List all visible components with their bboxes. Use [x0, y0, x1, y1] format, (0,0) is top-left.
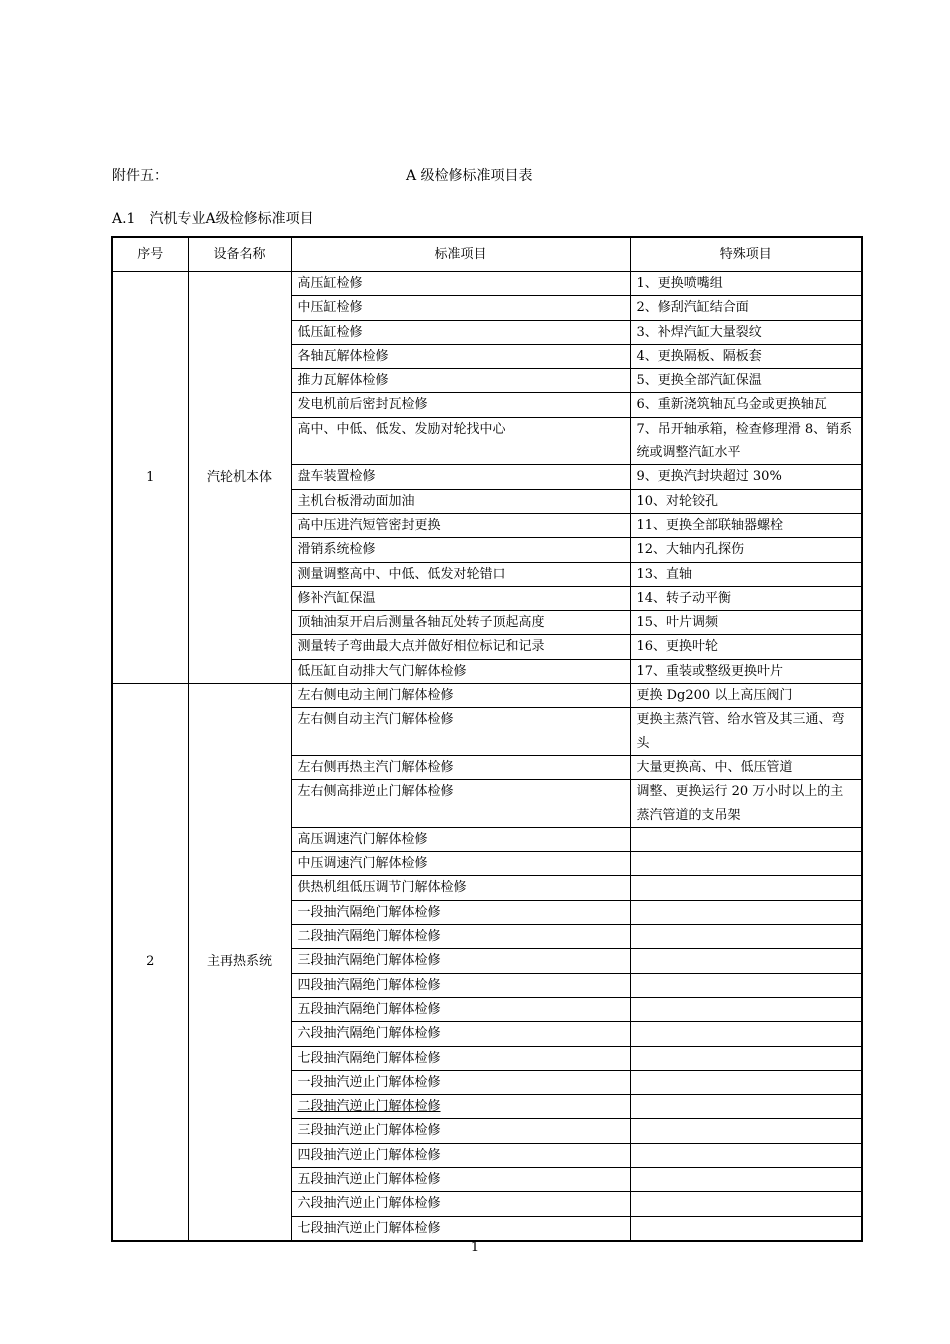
group-number: 2 [112, 684, 188, 1241]
special-item [630, 1022, 862, 1046]
standard-item: 测量转子弯曲最大点并做好相位标记和记录 [291, 635, 630, 659]
equipment-name: 主再热系统 [188, 684, 291, 1241]
special-item [630, 1119, 862, 1143]
special-item: 大量更换高、中、低压管道 [630, 755, 862, 779]
standard-item: 一段抽汽隔绝门解体检修 [291, 900, 630, 924]
special-item: 5、更换全部汽缸保温 [630, 369, 862, 393]
standard-item: 低压缸检修 [291, 320, 630, 344]
special-item [630, 1046, 862, 1070]
column-header-equipment: 设备名称 [188, 237, 291, 272]
standard-item: 低压缸自动排大气门解体检修 [291, 659, 630, 683]
standard-item: 一段抽汽逆止门解体检修 [291, 1070, 630, 1094]
table-row [112, 272, 862, 296]
special-item [630, 949, 862, 973]
special-item [630, 1192, 862, 1216]
special-item: 12、大轴内孔探伤 [630, 538, 862, 562]
special-item [630, 1167, 862, 1191]
standard-item: 发电机前后密封瓦检修 [291, 393, 630, 417]
special-item: 更换主蒸汽管、给水管及其三通、弯头 [630, 708, 862, 756]
special-item [630, 973, 862, 997]
special-item [630, 1143, 862, 1167]
standard-item: 中压缸检修 [291, 296, 630, 320]
section-title: A.1 汽机专业A级检修标准项目 [112, 211, 314, 227]
group-number: 1 [112, 272, 188, 684]
special-item: 16、更换叶轮 [630, 635, 862, 659]
standard-item: 高中、中低、低发、发励对轮找中心 [291, 417, 630, 465]
standard-item: 左右侧再热主汽门解体检修 [291, 755, 630, 779]
special-item: 10、对轮铰孔 [630, 489, 862, 513]
special-item: 9、更换汽封块超过 30% [630, 465, 862, 489]
standard-item: 各轴瓦解体检修 [291, 344, 630, 368]
standard-item: 四段抽汽逆止门解体检修 [291, 1143, 630, 1167]
column-header-standard: 标准项目 [291, 237, 630, 272]
page-header [112, 165, 860, 187]
standard-items-table [111, 236, 863, 1242]
standard-item: 二段抽汽逆止门解体检修 [291, 1095, 630, 1119]
standard-item: 五段抽汽逆止门解体检修 [291, 1167, 630, 1191]
standard-item: 测量调整高中、中低、低发对轮错口 [291, 562, 630, 586]
special-item [630, 925, 862, 949]
standard-item: 滑销系统检修 [291, 538, 630, 562]
standard-item: 推力瓦解体检修 [291, 369, 630, 393]
special-item: 14、转子动平衡 [630, 586, 862, 610]
special-item: 15、叶片调频 [630, 611, 862, 635]
standard-item: 七段抽汽逆止门解体检修 [291, 1216, 630, 1241]
table-header-row [112, 237, 862, 272]
special-item: 2、修刮汽缸结合面 [630, 296, 862, 320]
special-item: 更换 Dg200 以上高压阀门 [630, 684, 862, 708]
standard-item: 五段抽汽隔绝门解体检修 [291, 997, 630, 1021]
special-item [630, 997, 862, 1021]
standard-item: 供热机组低压调节门解体检修 [291, 876, 630, 900]
special-item: 调整、更换运行 20 万小时以上的主蒸汽管道的支吊架 [630, 780, 862, 828]
column-header-special: 特殊项目 [630, 237, 862, 272]
special-item: 6、重新浇筑轴瓦乌金或更换轴瓦 [630, 393, 862, 417]
special-item [630, 900, 862, 924]
special-item [630, 1216, 862, 1241]
standard-item: 六段抽汽逆止门解体检修 [291, 1192, 630, 1216]
special-item: 4、更换隔板、隔板套 [630, 344, 862, 368]
standard-item: 修补汽缸保温 [291, 586, 630, 610]
special-item: 1、更换喷嘴组 [630, 272, 862, 296]
special-item: 3、补焊汽缸大量裂纹 [630, 320, 862, 344]
special-item: 7、吊开轴承箱，检查修理滑 8、销系统或调整汽缸水平 [630, 417, 862, 465]
equipment-name: 汽轮机本体 [188, 272, 291, 684]
special-item: 13、直轴 [630, 562, 862, 586]
special-item [630, 1070, 862, 1094]
standard-item: 高压调速汽门解体检修 [291, 827, 630, 851]
standard-item: 高中压进汽短管密封更换 [291, 513, 630, 537]
standard-item: 顶轴油泵开启后测量各轴瓦处转子顶起高度 [291, 611, 630, 635]
standard-item: 二段抽汽隔绝门解体检修 [291, 925, 630, 949]
standard-item: 六段抽汽隔绝门解体检修 [291, 1022, 630, 1046]
standard-item: 三段抽汽逆止门解体检修 [291, 1119, 630, 1143]
standard-item: 三段抽汽隔绝门解体检修 [291, 949, 630, 973]
attachment-label: 附件五： [112, 168, 168, 184]
table-row [112, 684, 862, 708]
standard-item: 左右侧高排逆止门解体检修 [291, 780, 630, 828]
standard-item: 左右侧自动主汽门解体检修 [291, 708, 630, 756]
standard-item: 主机台板滑动面加油 [291, 489, 630, 513]
page-number: 1 [470, 1240, 480, 1255]
table-body [112, 272, 862, 1241]
standard-item: 七段抽汽隔绝门解体检修 [291, 1046, 630, 1070]
special-item [630, 827, 862, 851]
special-item [630, 1095, 862, 1119]
standard-item: 盘车装置检修 [291, 465, 630, 489]
special-item: 11、更换全部联轴器螺栓 [630, 513, 862, 537]
standard-item: 中压调速汽门解体检修 [291, 852, 630, 876]
standard-item: 四段抽汽隔绝门解体检修 [291, 973, 630, 997]
document-title: A 级检修标准项目表 [406, 168, 533, 184]
special-item [630, 876, 862, 900]
standard-item: 左右侧电动主闸门解体检修 [291, 684, 630, 708]
special-item: 17、重装或整级更换叶片 [630, 659, 862, 683]
standard-item: 高压缸检修 [291, 272, 630, 296]
column-header-no: 序号 [112, 237, 188, 272]
special-item [630, 852, 862, 876]
